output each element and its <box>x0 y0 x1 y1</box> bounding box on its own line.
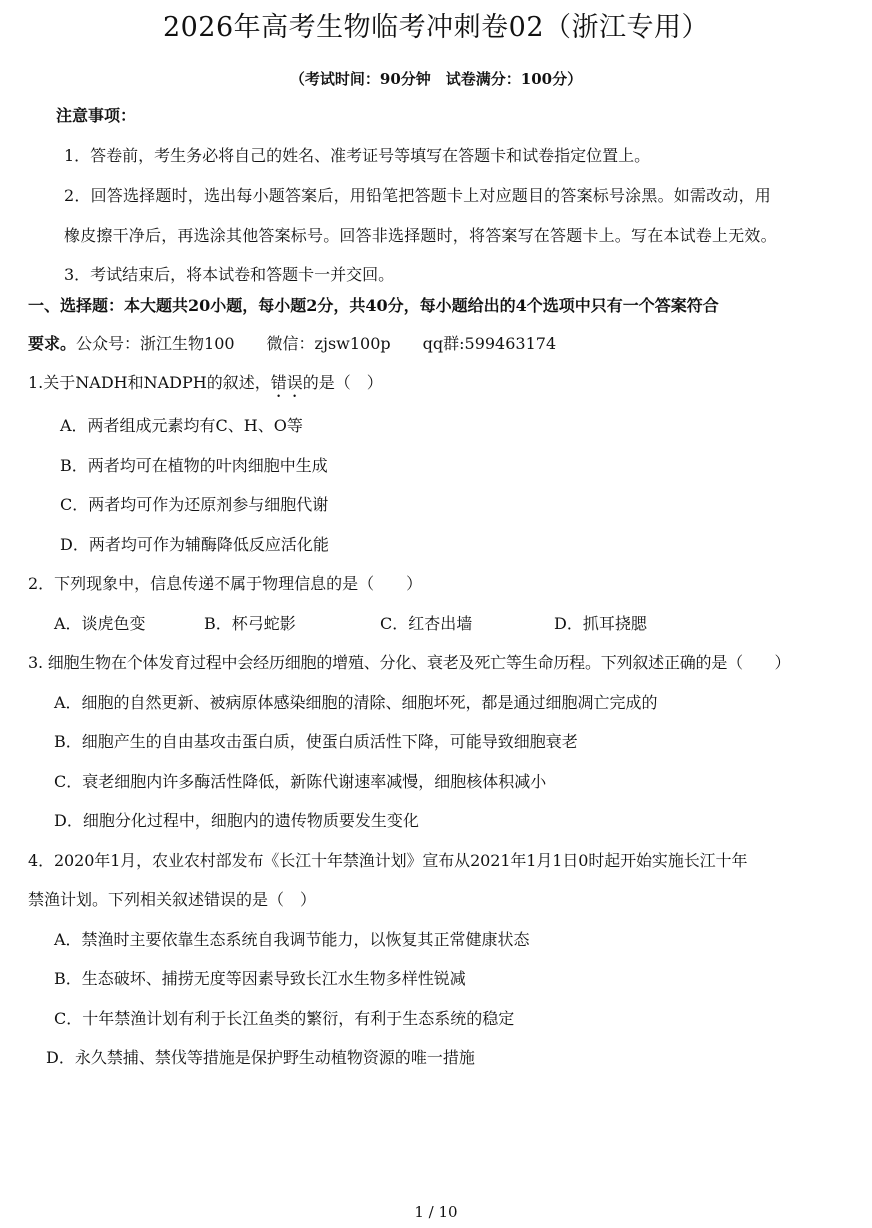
question-4-stem-line-2: 禁渔计划。下列相关叙述错误的是（ ） <box>28 890 317 909</box>
section-heading-line-2 <box>28 334 556 354</box>
question-3-option-b: B．细胞产生的自由基攻击蛋白质，使蛋白质活性下降，可能导致细胞衰老 <box>54 732 578 751</box>
question-3-option-c: C．衰老细胞内许多酶活性降低，新陈代谢速率减慢，细胞核体积减小 <box>54 772 547 791</box>
question-4-option-a: A．禁渔时主要依靠生态系统自我调节能力，以恢复其正常健康状态 <box>54 930 530 949</box>
note-item-2-line-2: 橡皮擦干净后，再选涂其他答案标号。回答非选择题时，将答案写在答题卡上。写在本试卷上无效。 <box>64 226 777 245</box>
question-2-option-d: D．抓耳挠腮 <box>554 614 647 633</box>
page-title: 2026年高考生物临考冲刺卷02（浙江专用） <box>162 12 710 43</box>
question-3-option-d: D．细胞分化过程中，细胞内的遗传物质要发生变化 <box>54 811 419 830</box>
question-1-stem-pre: 1.关于NADH和NADPH的叙述， <box>28 373 271 392</box>
section-heading: 一、选择题：本大题共20小题，每小题2分，共40分，每小题给出的4个选项中只有一个答案符合 <box>28 296 719 315</box>
question-4-option-b: B．生态破坏、捕捞无度等因素导致长江水生物多样性锐减 <box>54 969 466 988</box>
note-item-1: 1．答卷前，考生务必将自己的姓名、准考证号等填写在答题卡和试卷指定位置上。 <box>64 146 651 165</box>
question-2-stem: 2．下列现象中，信息传递不属于物理信息的是（ ） <box>28 574 423 593</box>
question-1-stem-post: 的是（ ） <box>302 373 383 392</box>
section-heading-tail: 要求。 <box>28 334 77 353</box>
question-3-option-a: A．细胞的自然更新、被病原体感染细胞的清除、细胞坏死，都是通过细胞凋亡完成的 <box>54 693 658 712</box>
notes-heading: 注意事项： <box>56 106 137 125</box>
contact-info: 公众号：浙江生物100 微信：zjsw100p qq群:599463174 <box>76 334 557 353</box>
question-1-option-c: C．两者均可作为还原剂参与细胞代谢 <box>60 495 329 514</box>
page-number: 1 / 10 <box>414 1203 458 1221</box>
question-2-option-c: C．红杏出墙 <box>380 614 473 633</box>
question-4-option-c: C．十年禁渔计划有利于长江鱼类的繁衍，有利于生态系统的稳定 <box>54 1009 515 1028</box>
question-2-option-b: B．杯弓蛇影 <box>204 614 296 633</box>
question-3-stem: 3. 细胞生物在个体发育过程中会经历细胞的增殖、分化、衰老及死亡等生命历程。下列叙述正确的是（ ） <box>28 653 791 672</box>
question-1-emphasis: 错误 <box>270 373 303 392</box>
question-1-option-b: B．两者均可在植物的叶肉细胞中生成 <box>60 456 328 475</box>
question-2-option-a: A．谈虎色变 <box>54 614 146 633</box>
note-item-2-line-1: 2．回答选择题时，选出每小题答案后，用铅笔把答题卡上对应题目的答案标号涂黑。如需改动，用 <box>64 186 771 205</box>
question-4-stem-line-1: 4．2020年1月，农业农村部发布《长江十年禁渔计划》宣布从2021年1月1日0时起开始实施长江十年 <box>28 851 748 870</box>
exam-time-info: （考试时间：90分钟 试卷满分：100分） <box>289 70 583 88</box>
note-item-3: 3．考试结束后，将本试卷和答题卡一并交回。 <box>64 265 395 284</box>
question-1-stem <box>28 373 383 401</box>
question-4-option-d: D．永久禁捕、禁伐等措施是保护野生动植物资源的唯一措施 <box>46 1048 475 1067</box>
question-1-option-a: A．两者组成元素均有C、H、O等 <box>60 416 303 435</box>
question-1-option-d: D．两者均可作为辅酶降低反应活化能 <box>60 535 329 554</box>
